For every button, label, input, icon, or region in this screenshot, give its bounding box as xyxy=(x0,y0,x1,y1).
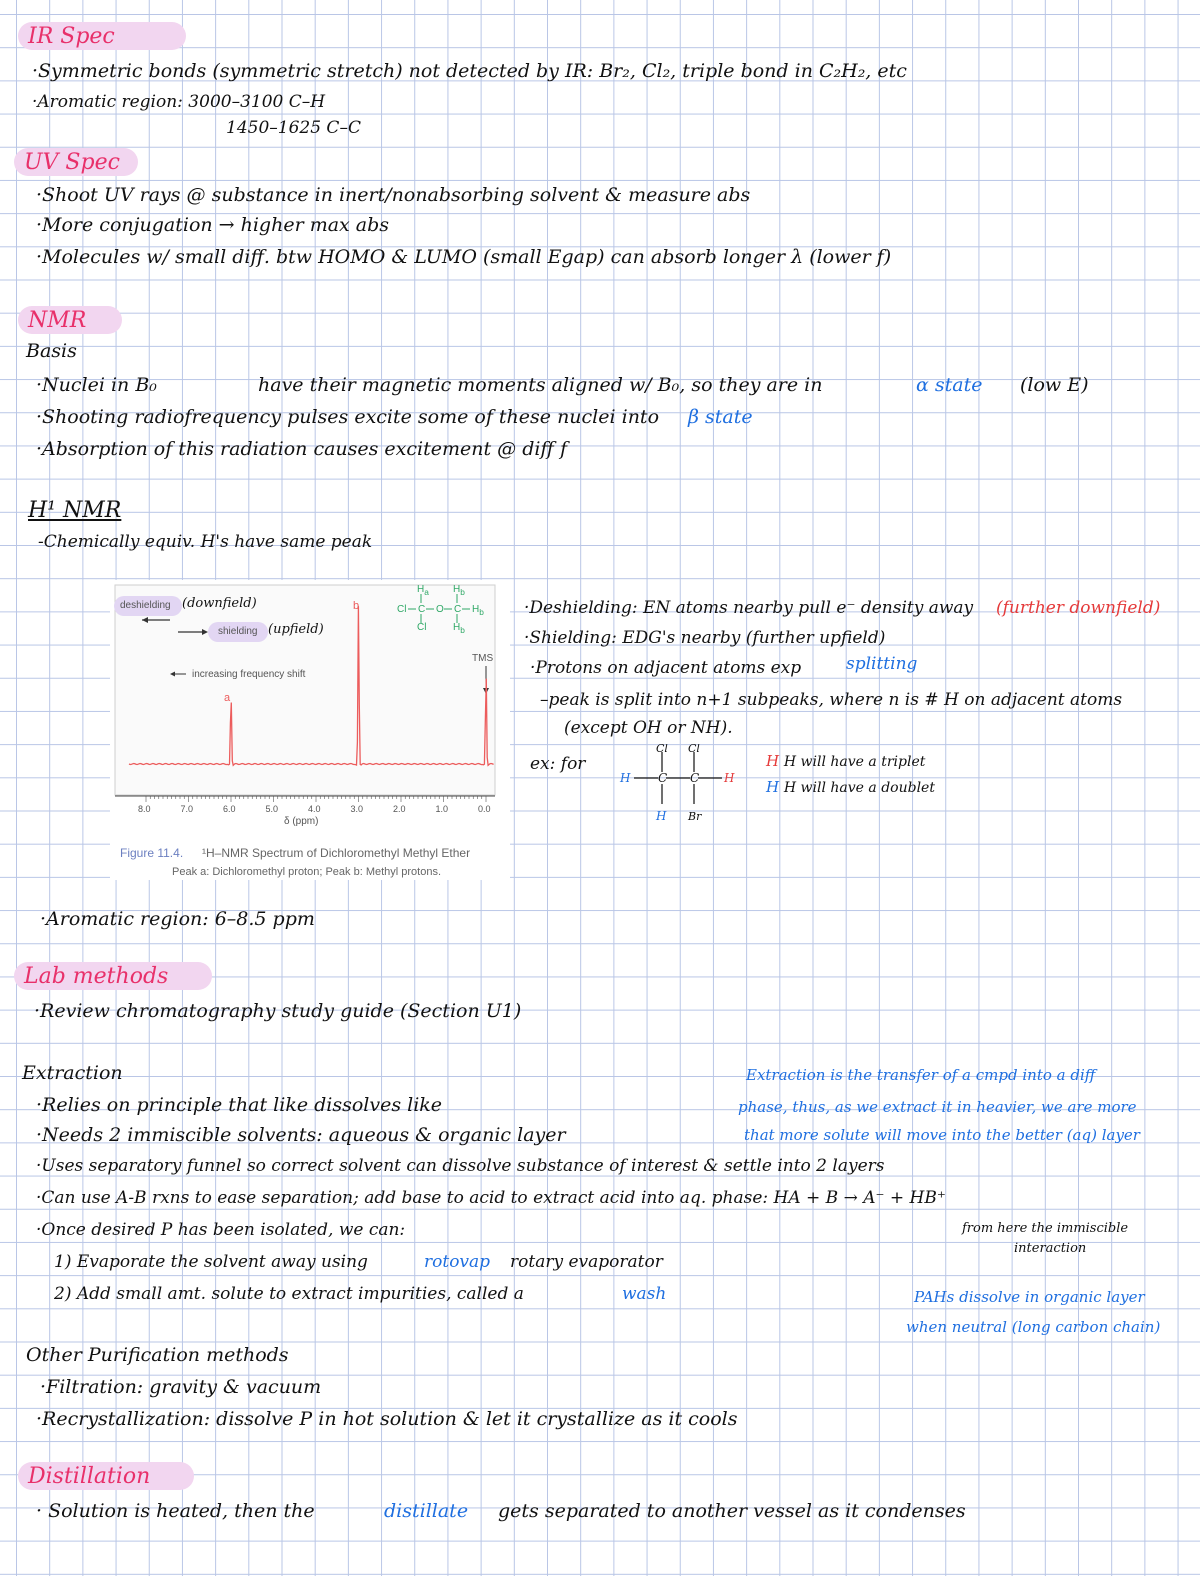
x-tick-label: 1.0 xyxy=(435,804,449,814)
nmr-line-1a: ·Nuclei in B₀ xyxy=(36,374,157,396)
nmr-line-2b: β state xyxy=(688,406,753,428)
other-purification-heading: Other Purification methods xyxy=(26,1344,289,1366)
svg-text:H: H xyxy=(724,771,735,785)
mol-hb-bottom: $H_b$ xyxy=(453,622,465,635)
distillation-line-b: distillate xyxy=(384,1500,469,1522)
nmr-note-2: ·Shielding: EDG's nearby (further upfield) xyxy=(524,628,886,648)
extraction-line-5: ·Once desired P has been isolated, we can: xyxy=(36,1220,406,1240)
uv-heading xyxy=(14,148,138,176)
ir-heading xyxy=(18,22,186,50)
deshielding-label: deshielding xyxy=(120,600,171,611)
x-tick-label: 2.0 xyxy=(393,804,406,814)
extraction-line-4: ·Can use A-B rxns to ease separation; add base to acid to extract acid into aq. phase: HA + B → A⁻ + HB⁺ xyxy=(36,1188,946,1208)
nmr-note-3b: splitting xyxy=(846,654,918,674)
x-axis-minor-ticks xyxy=(146,796,486,802)
extraction-line-7a: 2) Add small amt. solute to extract impurities, called a xyxy=(54,1284,524,1304)
mol-h-right: $H_b$ xyxy=(472,604,484,617)
example-doublet: H H will have a doublet xyxy=(766,778,935,796)
side-note-4: from here the immiscible xyxy=(962,1221,1129,1236)
uv-heading-text: UV Spec xyxy=(24,150,120,175)
ir-heading-text: IR Spec xyxy=(28,24,115,49)
extraction-line-2: ·Needs 2 immiscible solvents: aqueous & organic layer xyxy=(36,1124,566,1146)
tms-label: TMS xyxy=(472,653,494,664)
mol-c2: C xyxy=(454,604,462,615)
h1-nmr-line: -Chemically equiv. H's have same peak xyxy=(38,532,373,552)
svg-text:H: H xyxy=(656,809,667,823)
side-note-5: interaction xyxy=(1014,1241,1087,1256)
nmr-basis: Basis xyxy=(26,340,77,362)
shielding-label: shielding xyxy=(218,626,258,637)
peak-a-label: a xyxy=(224,692,231,704)
x-axis-label: δ (ppm) xyxy=(284,816,319,827)
mol-hb-top: $H_b$ xyxy=(453,584,465,597)
svg-text:H: H xyxy=(620,771,631,785)
svg-text:C: C xyxy=(690,771,700,785)
lab-heading-text: Lab methods xyxy=(24,964,169,989)
aromatic-region: ·Aromatic region: 6–8.5 ppm xyxy=(40,908,315,930)
lab-heading xyxy=(14,962,212,990)
nmr-note-3a: ·Protons on adjacent atoms exp xyxy=(530,658,802,678)
increasing-freq-label: increasing frequency shift xyxy=(192,669,306,680)
x-tick-label: 6.0 xyxy=(223,804,236,814)
nmr-line-1c: α state xyxy=(916,374,983,396)
x-tick-label: 3.0 xyxy=(350,804,364,814)
nmr-heading xyxy=(18,306,122,334)
distillation-line-c: gets separated to another vessel as it condenses xyxy=(498,1500,966,1522)
ir-line-1: ·Symmetric bonds (symmetric stretch) not detected by IR: Br₂, Cl₂, triple bond in C₂H₂, etc xyxy=(32,60,907,82)
ir-line-2: ·Aromatic region: 3000–3100 C–H xyxy=(32,92,326,112)
deshielding-note: (downfield) xyxy=(182,596,257,611)
x-tick-label: 5.0 xyxy=(265,804,279,814)
side-note-2: phase, thus, as we extract it in heavier, we are more xyxy=(738,1098,1137,1116)
lab-line-1: ·Review chromatography study guide (Section U1) xyxy=(34,1000,522,1022)
other-line-2: ·Recrystallization: dissolve P in hot solution & let it crystallize as it cools xyxy=(36,1408,738,1430)
nmr-line-1d: (low E) xyxy=(1020,374,1089,396)
x-tick-label: 7.0 xyxy=(180,804,194,814)
shielding-note: (upfield) xyxy=(268,622,324,637)
x-tick-label: 8.0 xyxy=(138,804,151,814)
uv-line-1: ·Shoot UV rays @ substance in inert/nonabsorbing solvent & measure abs xyxy=(36,184,751,206)
extraction-heading: Extraction xyxy=(22,1062,123,1084)
example-structure xyxy=(614,744,764,824)
side-note-1: Extraction is the transfer of a cmpd into a diff xyxy=(746,1066,1096,1084)
peak-b-label: b xyxy=(353,600,360,612)
nmr-example-label: ex: for xyxy=(530,754,586,774)
extraction-line-7b: wash xyxy=(622,1284,667,1304)
mol-cl-bottom: Cl xyxy=(417,622,427,633)
svg-text:Br: Br xyxy=(688,810,702,823)
nmr-note-4: –peak is split into n+1 subpeaks, where n is # H on adjacent atoms xyxy=(540,690,1123,710)
mol-o: O xyxy=(436,604,444,615)
distillation-heading xyxy=(18,1462,194,1490)
ir-line-3: 1450–1625 C–C xyxy=(226,118,361,138)
other-line-1: ·Filtration: gravity & vacuum xyxy=(40,1376,322,1398)
svg-text:Cl: Cl xyxy=(688,744,700,755)
example-doublet-text: H will have a doublet xyxy=(783,780,935,796)
nmr-line-2a: ·Shooting radiofrequency pulses excite some of these nuclei into xyxy=(36,406,660,428)
h1-nmr-title: H¹ NMR xyxy=(28,498,122,523)
uv-line-2: ·More conjugation → higher max abs xyxy=(36,214,390,236)
nmr-line-1b: have their magnetic moments aligned w/ B₀, so they are in xyxy=(258,374,823,396)
figure-caption-sub: Peak a: Dichloromethyl proton; Peak b: Methyl protons. xyxy=(172,866,442,878)
distillation-heading-text: Distillation xyxy=(28,1464,151,1489)
uv-line-3: ·Molecules w/ small diff. btw HOMO & LUMO (small Egap) can absorb longer λ (lower f) xyxy=(36,246,892,268)
example-triplet-text: H will have a triplet xyxy=(783,754,926,770)
nmr-note-5: (except OH or NH). xyxy=(564,718,733,738)
x-tick-label: 4.0 xyxy=(308,804,321,814)
extraction-line-3: ·Uses separatory funnel so correct solvent can dissolve substance of interest & settle into 2 layers xyxy=(36,1156,885,1176)
side-note-6: PAHs dissolve in organic layer xyxy=(914,1288,1145,1306)
nmr-note-1a: ·Deshielding: EN atoms nearby pull e⁻ density away xyxy=(524,598,974,618)
distillation-line-a: · Solution is heated, then the xyxy=(36,1500,315,1522)
figure-caption-number: Figure 11.4. xyxy=(120,846,184,860)
extraction-line-6c: rotary evaporator xyxy=(510,1252,663,1272)
side-note-3: that more solute will move into the better (aq) layer xyxy=(744,1126,1140,1144)
side-note-7: when neutral (long carbon chain) xyxy=(906,1318,1161,1336)
extraction-line-6a: 1) Evaporate the solvent away using xyxy=(54,1252,368,1272)
nmr-heading-text: NMR xyxy=(28,308,87,333)
x-tick-label: 0.0 xyxy=(478,804,491,814)
mol-ha-top: $H_a$ xyxy=(417,584,429,597)
extraction-line-1: ·Relies on principle that like dissolves like xyxy=(36,1094,443,1116)
nmr-note-1b: (further downfield) xyxy=(996,598,1161,618)
mol-cl-left: Cl xyxy=(397,604,407,615)
nmr-line-3: ·Absorption of this radiation causes excitement @ diff f xyxy=(36,438,567,460)
svg-text:Cl: Cl xyxy=(656,744,668,755)
svg-text:C: C xyxy=(658,771,668,785)
example-triplet: H H will have a triplet xyxy=(766,752,926,770)
figure-caption-title: ¹H–NMR Spectrum of Dichloromethyl Methyl Ether xyxy=(202,846,471,860)
nmr-spectrum-figure xyxy=(110,580,510,880)
mol-c1: C xyxy=(418,604,426,615)
extraction-line-6b: rotovap xyxy=(424,1252,491,1272)
